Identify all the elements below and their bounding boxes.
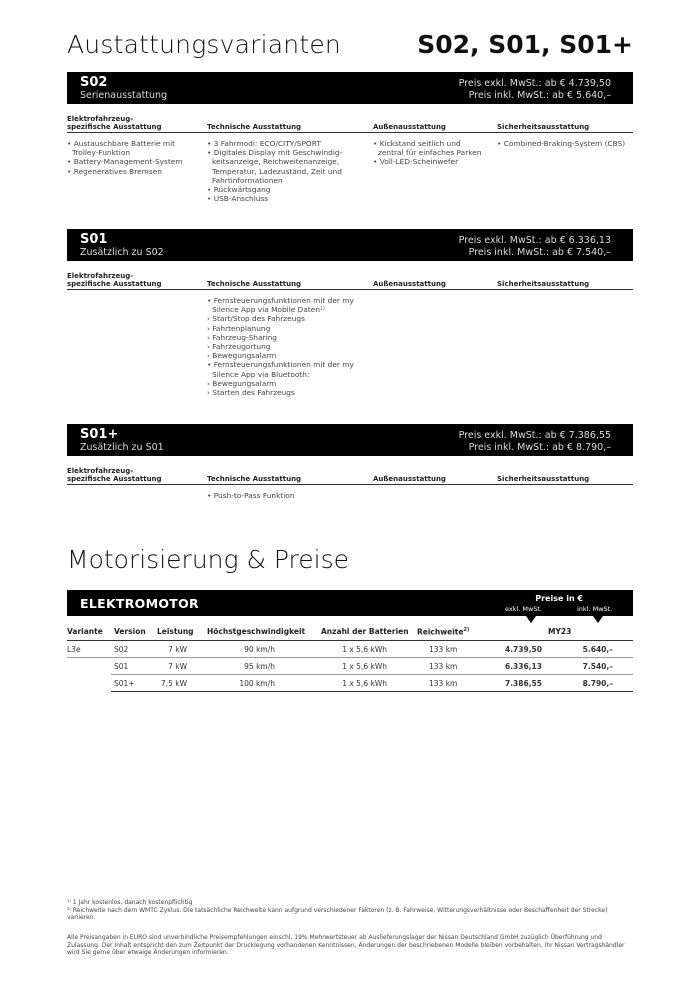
th-range [417, 627, 469, 637]
motor-title: ELEKTROMOTOR [80, 596, 199, 611]
list-item: • USB-Anschluss [207, 194, 269, 204]
footnote-2: ²⁾ Reichweite nach dem WMTC Zyklus. Die tatsächliche Reichweite kann aufgrund verschiedener Faktoren (z. B. Fahrweise, Witterungsverhältnisse oder Beschaffenheit der Strecke) variieren. [67, 906, 608, 921]
list-item: › Bewegungsalarm [207, 351, 277, 361]
th-leistung: Leistung [157, 627, 194, 636]
exterior-list [373, 139, 483, 167]
tech-list [207, 139, 357, 203]
table-row [111, 675, 633, 692]
price-excl: Preis exkl. MwSt.: ab € 7.386,55 [458, 430, 611, 441]
col-tech: Technische Ausstattung [207, 123, 302, 131]
list-item: › Start/Stop des Fahrzeugs [207, 314, 305, 324]
price-incl: Preis inkl. MwSt.: ab € 8.790,– [468, 442, 611, 453]
cell-price-incl: 8.790,– [582, 679, 613, 688]
list-item: • Push-to-Pass Funktion [207, 491, 295, 500]
tech-list [207, 491, 357, 500]
motor-bar [67, 590, 633, 616]
cell-power: 7 kW [168, 645, 187, 654]
table-row [67, 641, 633, 658]
th-my: MY23 [548, 627, 572, 636]
cell-range: 133 km [429, 645, 458, 654]
list-item: › Starten des Fahrzeugs [207, 388, 295, 398]
th-batteries: Anzahl der Batterien [321, 627, 409, 636]
cell-speed: 100 km/h [239, 679, 275, 688]
col-exterior: Außenausstattung [373, 123, 446, 131]
cell-range: 133 km [429, 662, 458, 671]
cell-version: S02 [114, 645, 129, 654]
col-ev: Elektrofahrzeug- spezifische Ausstattung [67, 115, 162, 131]
variant-name: S01+ [80, 427, 119, 442]
prices-label: Preise in € [535, 594, 583, 603]
list-item: › Bewegungsalarm [207, 378, 277, 388]
page-title: Austattungsvarianten [67, 30, 341, 59]
cell-batteries: 1 x 5,6 kWh [342, 662, 387, 671]
cell-price-excl: 6.336,13 [504, 662, 542, 671]
th-range-label: Reichweite [417, 627, 464, 636]
col-tech: Technische Ausstattung [207, 280, 302, 288]
variant-s01 [67, 229, 633, 398]
table-row [111, 658, 633, 675]
cell-speed: 95 km/h [244, 662, 275, 671]
list-item: • Fernsteuerungsfunktionen mit der my Silence App via Bluetooth: [207, 360, 354, 379]
tech-list [207, 296, 357, 397]
list-item: • Austauschbare Batterie mit Trolley-Funktion [67, 139, 176, 158]
feature-header [67, 270, 633, 290]
list-item: • Regeneratives Bremsen [67, 166, 162, 176]
footnote-1: ¹⁾ 1 Jahr kostenlos, danach kostenpflichtig [67, 899, 193, 906]
variant-bar [67, 229, 633, 261]
cell-price-excl: 4.739,50 [504, 645, 542, 654]
variant-name: S02 [80, 75, 108, 90]
cell-price-incl: 5.640,– [582, 645, 613, 654]
cell-batteries: 1 x 5,6 kWh [342, 679, 387, 688]
col-tech: Technische Ausstattung [207, 475, 302, 483]
feature-header [67, 113, 633, 133]
th-version: Version [114, 627, 146, 636]
cell-range: 133 km [429, 679, 458, 688]
cell-price-incl: 7.540,– [582, 662, 613, 671]
cell-category: L3e [67, 645, 81, 654]
page-header [67, 28, 633, 68]
cell-power: 7,5 kW [160, 679, 187, 688]
cell-batteries: 1 x 5,6 kWh [342, 645, 387, 654]
list-item: • Fernsteuerungsfunktionen mit der my Silence App via Mobile Daten¹⁾ [207, 296, 354, 315]
excl-label: exkl. MwSt. [505, 605, 543, 613]
list-item: › Fahrzeugortung [207, 342, 271, 352]
list-item: • Combined-Braking-System (CBS) [497, 139, 626, 148]
th-range-sup: 2) [463, 626, 470, 633]
cell-power: 7 kW [168, 662, 187, 671]
variant-bar [67, 72, 633, 104]
price-incl: Preis inkl. MwSt.: ab € 5.640,– [468, 90, 611, 101]
section-title-motor: Motorisierung & Preise [67, 545, 349, 574]
motor-table [67, 590, 633, 692]
col-ev: Elektrofahrzeug- spezifische Ausstattung [67, 467, 162, 483]
ev-list [67, 139, 195, 176]
table-header [67, 616, 633, 641]
cell-version: S01+ [114, 679, 135, 688]
cell-version: S01 [114, 662, 129, 671]
th-variante: Variante [67, 627, 103, 636]
col-safety: Sicherheitsausstattung [497, 280, 590, 288]
col-ev: Elektrofahrzeug- spezifische Ausstattung [67, 272, 162, 288]
incl-label: inkl. MwSt. [577, 605, 613, 613]
cell-price-excl: 7.386,55 [504, 679, 542, 688]
list-item: • Rückwärtsgang [207, 185, 271, 195]
safety-list [497, 139, 637, 148]
list-item: • 3 Fahrmodi: ECO/CITY/SPORT [207, 139, 321, 148]
variant-bar [67, 424, 633, 456]
variant-s02 [67, 72, 633, 204]
price-incl: Preis inkl. MwSt.: ab € 7.540,– [468, 247, 611, 258]
list-item: • Digitales Display mit Geschwindig-keitsanzeige, Reichweitenanzeige, Temperatur, Ladezustand, Zeit und Fahrtinformationen [207, 148, 343, 185]
variant-subtitle: Zusätzlich zu S01 [80, 442, 164, 453]
list-item: • Battery-Management-System [67, 157, 183, 167]
variant-subtitle: Serienausstattung [80, 90, 168, 101]
list-item: • Kickstand seitlich und zentral für einfaches Parken [373, 139, 482, 158]
variant-name: S01 [80, 232, 108, 247]
price-excl: Preis exkl. MwSt.: ab € 4.739,50 [458, 78, 611, 89]
col-exterior: Außenausstattung [373, 475, 446, 483]
cell-speed: 90 km/h [244, 645, 275, 654]
disclaimer: Alle Preisangaben in EURO sind unverbindliche Preisempfehlungen einschl. 19% Mehrwertsteuer ab Auslieferungslager der Nissan Deutschland GmbH zuzüglich Überführung und Zulassung. Der Inhalt entspricht den zum Zeitpunkt der Drucklegung vorhandenen Kenntnissen, Änderungen der beschriebenen Modelle bleiben vorbehalten. Ihr Nissan Vertragshändler wird Sie gerne über etwaige Änderungen informieren. [67, 934, 625, 956]
list-item: • Voll-LED-Scheinwefer [373, 157, 459, 167]
th-speed: Höchstgeschwindigkeit [207, 627, 306, 636]
price-excl: Preis exkl. MwSt.: ab € 6.336,13 [458, 235, 611, 246]
list-item: › Fahrtenplanung [207, 323, 271, 333]
footnotes [67, 899, 633, 922]
feature-header [67, 465, 633, 485]
col-safety: Sicherheitsausstattung [497, 475, 590, 483]
variant-s01plus [67, 424, 633, 500]
list-item: › Fahrzeug-Sharing [207, 332, 277, 342]
col-exterior: Außenausstattung [373, 280, 446, 288]
variants-label: S02, S01, S01+ [417, 30, 633, 59]
col-safety: Sicherheitsausstattung [497, 123, 590, 131]
variant-subtitle: Zusätzlich zu S02 [80, 247, 164, 258]
